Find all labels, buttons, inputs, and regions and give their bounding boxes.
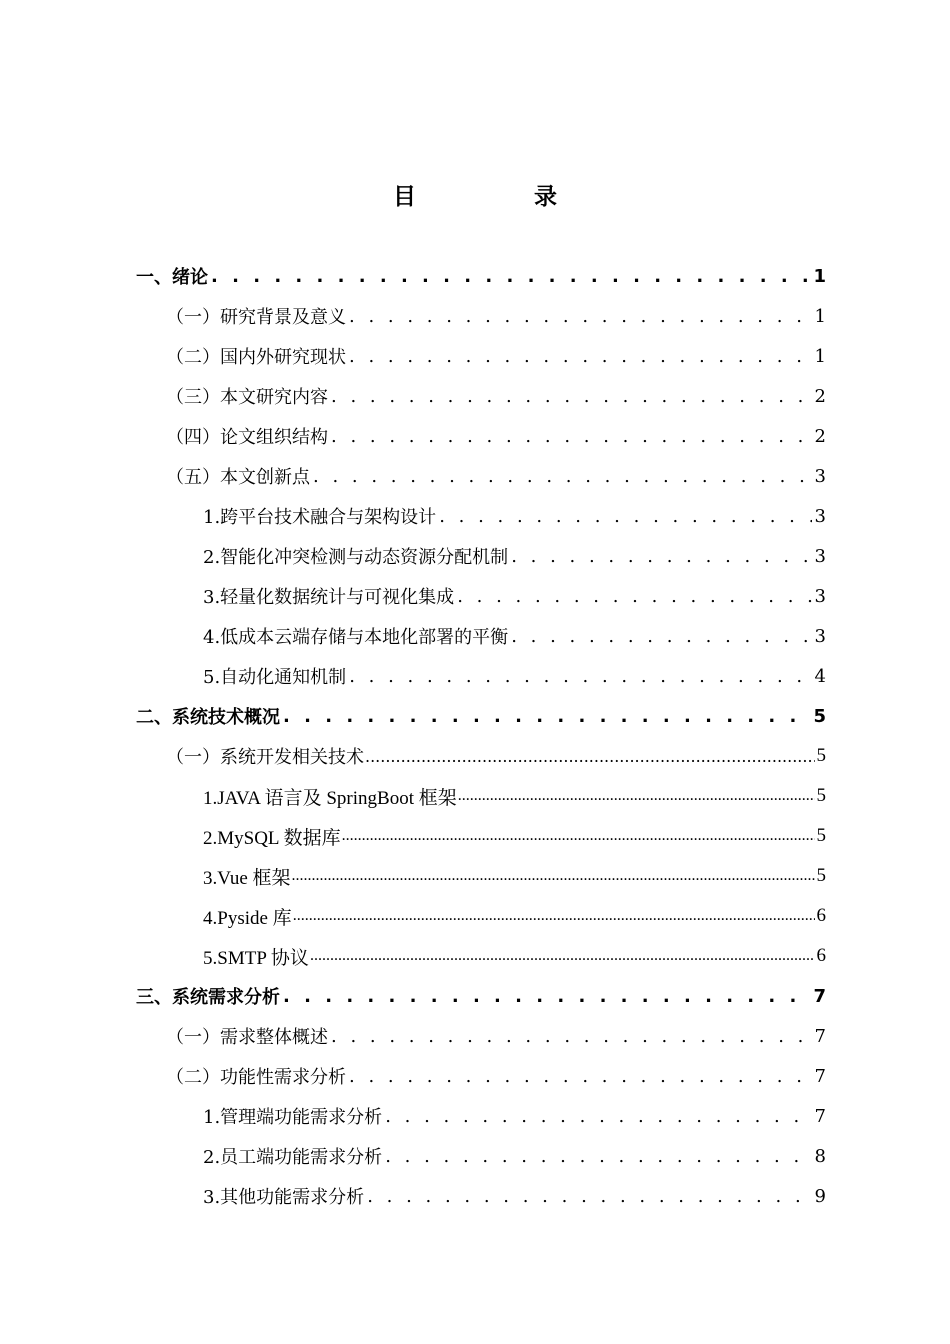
toc-page-number: 4 xyxy=(814,665,826,687)
toc-page-number: 1 xyxy=(814,305,826,327)
toc-entry[interactable] xyxy=(166,296,826,336)
toc-page-number: 5 xyxy=(816,865,826,886)
toc-entry[interactable] xyxy=(203,616,826,656)
toc-entry-label: 3.其他功能需求分析 xyxy=(203,1187,365,1208)
toc-entry-label: 2.MySQL 数据库 xyxy=(203,827,341,849)
toc-page-number: 5 xyxy=(813,705,826,727)
toc-entry-label: （三）本文研究内容 xyxy=(166,387,328,408)
toc-entry-label: （四）论文组织结构 xyxy=(166,427,328,448)
toc-page-number: 2 xyxy=(814,425,826,447)
toc-entry[interactable] xyxy=(203,896,826,936)
toc-page-number: 3 xyxy=(814,585,826,607)
toc-entry-label: （一）研究背景及意义 xyxy=(166,307,346,328)
toc-entry[interactable] xyxy=(203,1096,826,1136)
toc-entry[interactable] xyxy=(166,456,826,496)
toc-dot-leader xyxy=(439,506,811,527)
toc-dot-leader xyxy=(283,986,810,1007)
toc-page-number: 7 xyxy=(814,1025,826,1047)
toc-entry[interactable] xyxy=(203,1176,826,1216)
toc-entry-label: 4.低成本云端存储与本地化部署的平衡 xyxy=(203,627,509,648)
toc-dot-leader xyxy=(458,787,815,805)
toc-entry-label: 3.轻量化数据统计与可视化集成 xyxy=(203,587,455,608)
toc-page-number: 9 xyxy=(814,1185,826,1207)
toc-page-number: 1 xyxy=(813,265,826,287)
toc-dot-leader xyxy=(367,1186,811,1207)
toc-page-number: 5 xyxy=(816,785,826,806)
toc-entry-label: 三、系统需求分析 xyxy=(136,987,280,1008)
toc-page-number: 5 xyxy=(816,825,826,846)
toc-entry[interactable] xyxy=(203,656,826,696)
toc-entry[interactable] xyxy=(166,416,826,456)
toc-entry[interactable] xyxy=(203,936,826,976)
toc-dot-leader xyxy=(349,1066,812,1087)
toc-dot-leader xyxy=(385,1146,811,1167)
toc-entry-label: （五）本文创新点 xyxy=(166,467,310,488)
toc-page-number: 3 xyxy=(814,465,826,487)
toc-entry-label: （二）国内外研究现状 xyxy=(166,347,346,368)
toc-entry[interactable] xyxy=(166,1056,826,1096)
toc-dot-leader xyxy=(511,546,811,567)
toc-dot-leader xyxy=(349,346,812,367)
toc-entry-label: 5.自动化通知机制 xyxy=(203,667,347,688)
toc-dot-leader xyxy=(457,586,811,607)
toc-entry[interactable] xyxy=(136,696,826,736)
toc-entry-label: （二）功能性需求分析 xyxy=(166,1067,346,1088)
toc-page-number: 3 xyxy=(814,505,826,527)
toc-dot-leader xyxy=(310,947,815,965)
toc-page-number: 3 xyxy=(814,625,826,647)
toc-entry-label: 2.员工端功能需求分析 xyxy=(203,1147,383,1168)
toc-entry-label: 1.跨平台技术融合与架构设计 xyxy=(203,507,437,528)
toc-entry-label: 1.JAVA 语言及 SpringBoot 框架 xyxy=(203,787,457,809)
toc-entry-label: 5.SMTP 协议 xyxy=(203,947,309,969)
toc-page-number: 1 xyxy=(814,345,826,367)
toc-page-number: 6 xyxy=(816,945,826,966)
toc-entry[interactable] xyxy=(203,816,826,856)
toc-entry-label: 4.Pyside 库 xyxy=(203,907,292,929)
toc-page-number: 8 xyxy=(814,1145,826,1167)
toc-dot-leader xyxy=(211,266,810,287)
toc-entry-label: 一、绪论 xyxy=(136,267,208,288)
toc-entry[interactable] xyxy=(203,576,826,616)
toc-entry-label: 二、系统技术概况 xyxy=(136,707,280,728)
toc-page-number: 7 xyxy=(814,1065,826,1087)
toc-entry[interactable] xyxy=(166,376,826,416)
toc-dot-leader xyxy=(293,907,815,925)
toc-entry[interactable] xyxy=(136,256,826,296)
toc-entry-label: 3.Vue 框架 xyxy=(203,867,291,889)
toc-dot-leader xyxy=(511,626,811,647)
toc-dot-leader xyxy=(331,386,812,407)
toc-dot-leader xyxy=(313,466,812,487)
toc-entry[interactable] xyxy=(203,496,826,536)
toc-dot-leader xyxy=(342,827,815,845)
toc-entry[interactable] xyxy=(166,336,826,376)
toc-dot-leader xyxy=(365,747,815,766)
toc-dot-leader xyxy=(283,706,810,727)
toc-entry[interactable] xyxy=(136,976,826,1016)
toc-page-number: 6 xyxy=(816,905,826,926)
toc-entry[interactable] xyxy=(203,1136,826,1176)
toc-page-number: 3 xyxy=(814,545,826,567)
toc-page-number: 7 xyxy=(813,985,826,1007)
toc-page-number: 2 xyxy=(814,385,826,407)
toc-entry-label: （一）系统开发相关技术 xyxy=(166,747,364,768)
toc-page-number: 7 xyxy=(814,1105,826,1127)
toc-entry-label: 1.管理端功能需求分析 xyxy=(203,1107,383,1128)
toc-entry[interactable] xyxy=(166,1016,826,1056)
toc-entry[interactable] xyxy=(166,736,826,776)
toc-page-number: 5 xyxy=(816,745,826,766)
page-title: 目 录 xyxy=(392,184,612,210)
toc-entry-label: 2.智能化冲突检测与动态资源分配机制 xyxy=(203,547,509,568)
toc-dot-leader xyxy=(331,426,812,447)
toc-entry[interactable] xyxy=(203,856,826,896)
toc-dot-leader xyxy=(292,867,815,885)
toc-dot-leader xyxy=(385,1106,811,1127)
toc-entry[interactable] xyxy=(203,776,826,816)
toc-dot-leader xyxy=(349,306,812,327)
toc-entry-label: （一）需求整体概述 xyxy=(166,1027,328,1048)
toc-dot-leader xyxy=(331,1026,812,1047)
toc-dot-leader xyxy=(349,666,811,687)
toc-entry[interactable] xyxy=(203,536,826,576)
